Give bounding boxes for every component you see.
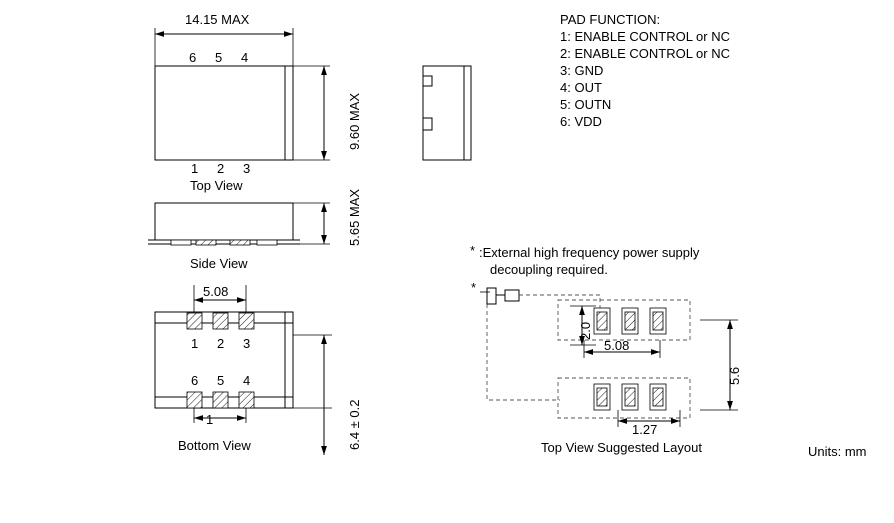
layout-caption: Top View Suggested Layout: [541, 440, 702, 455]
layout-note-line1: :External high frequency power supply: [479, 245, 700, 260]
layout-star-marker: *: [471, 280, 477, 295]
perspective-view: [423, 66, 471, 160]
pad-function-item-5: 5: OUTN: [560, 97, 612, 112]
side-view-caption: Side View: [190, 256, 248, 271]
top-view-pin-3: 3: [243, 161, 251, 176]
top-view-caption: Top View: [190, 178, 243, 193]
bottom-view-pin-5: 5: [217, 373, 225, 388]
top-view-width-dimension: [155, 28, 293, 66]
pad-function-item-4: 4: OUT: [560, 80, 602, 95]
top-view-pin-4: 4: [241, 50, 249, 65]
layout-note-line2: decoupling required.: [490, 262, 608, 277]
units-label: Units: mm: [808, 444, 867, 459]
bottom-view-caption: Bottom View: [178, 438, 251, 453]
bottom-view-pin-6: 6: [191, 373, 199, 388]
side-view-body: [148, 203, 330, 245]
bottom-view-height-label: 6.4 ± 0.2: [347, 399, 362, 450]
pad-function-item-3: 3: GND: [560, 63, 604, 78]
side-view-height-label: 5.65 MAX: [347, 188, 362, 246]
pad-function-title: PAD FUNCTION:: [560, 12, 661, 27]
bottom-view-body: [155, 285, 332, 455]
bottom-view-pin-2: 2: [217, 336, 225, 351]
layout-dim-2-0: 2.0: [578, 321, 593, 340]
suggested-layout-drawing: [480, 288, 738, 427]
bottom-view-pitch-label: 5.08: [203, 284, 229, 299]
top-view-width-label: 14.15 MAX: [185, 12, 250, 27]
top-view-pin-1: 1: [191, 161, 199, 176]
bottom-view-pin-4: 4: [243, 373, 251, 388]
pad-function-item-6: 6: VDD: [560, 114, 602, 129]
pad-function-item-1: 1: ENABLE CONTROL or NC: [560, 29, 731, 44]
top-view-pin-5: 5: [215, 50, 223, 65]
bottom-view-pin-3: 3: [243, 336, 251, 351]
bottom-view-pin-1: 1: [191, 336, 199, 351]
top-view-height-label: 9.60 MAX: [347, 92, 362, 150]
pad-function-item-2: 2: ENABLE CONTROL or NC: [560, 46, 731, 61]
layout-note-marker: *: [470, 243, 476, 258]
layout-dim-5-6: 5.6: [727, 366, 742, 385]
bottom-view-pin-center: 1: [206, 412, 214, 427]
top-view-pin-2: 2: [217, 161, 225, 176]
top-view-body: [155, 66, 293, 160]
top-view-height-dimension: [293, 66, 330, 160]
layout-dim-5-08: 5.08: [604, 338, 630, 353]
layout-dim-1-27: 1.27: [632, 422, 658, 437]
top-view-pin-6: 6: [189, 50, 197, 65]
